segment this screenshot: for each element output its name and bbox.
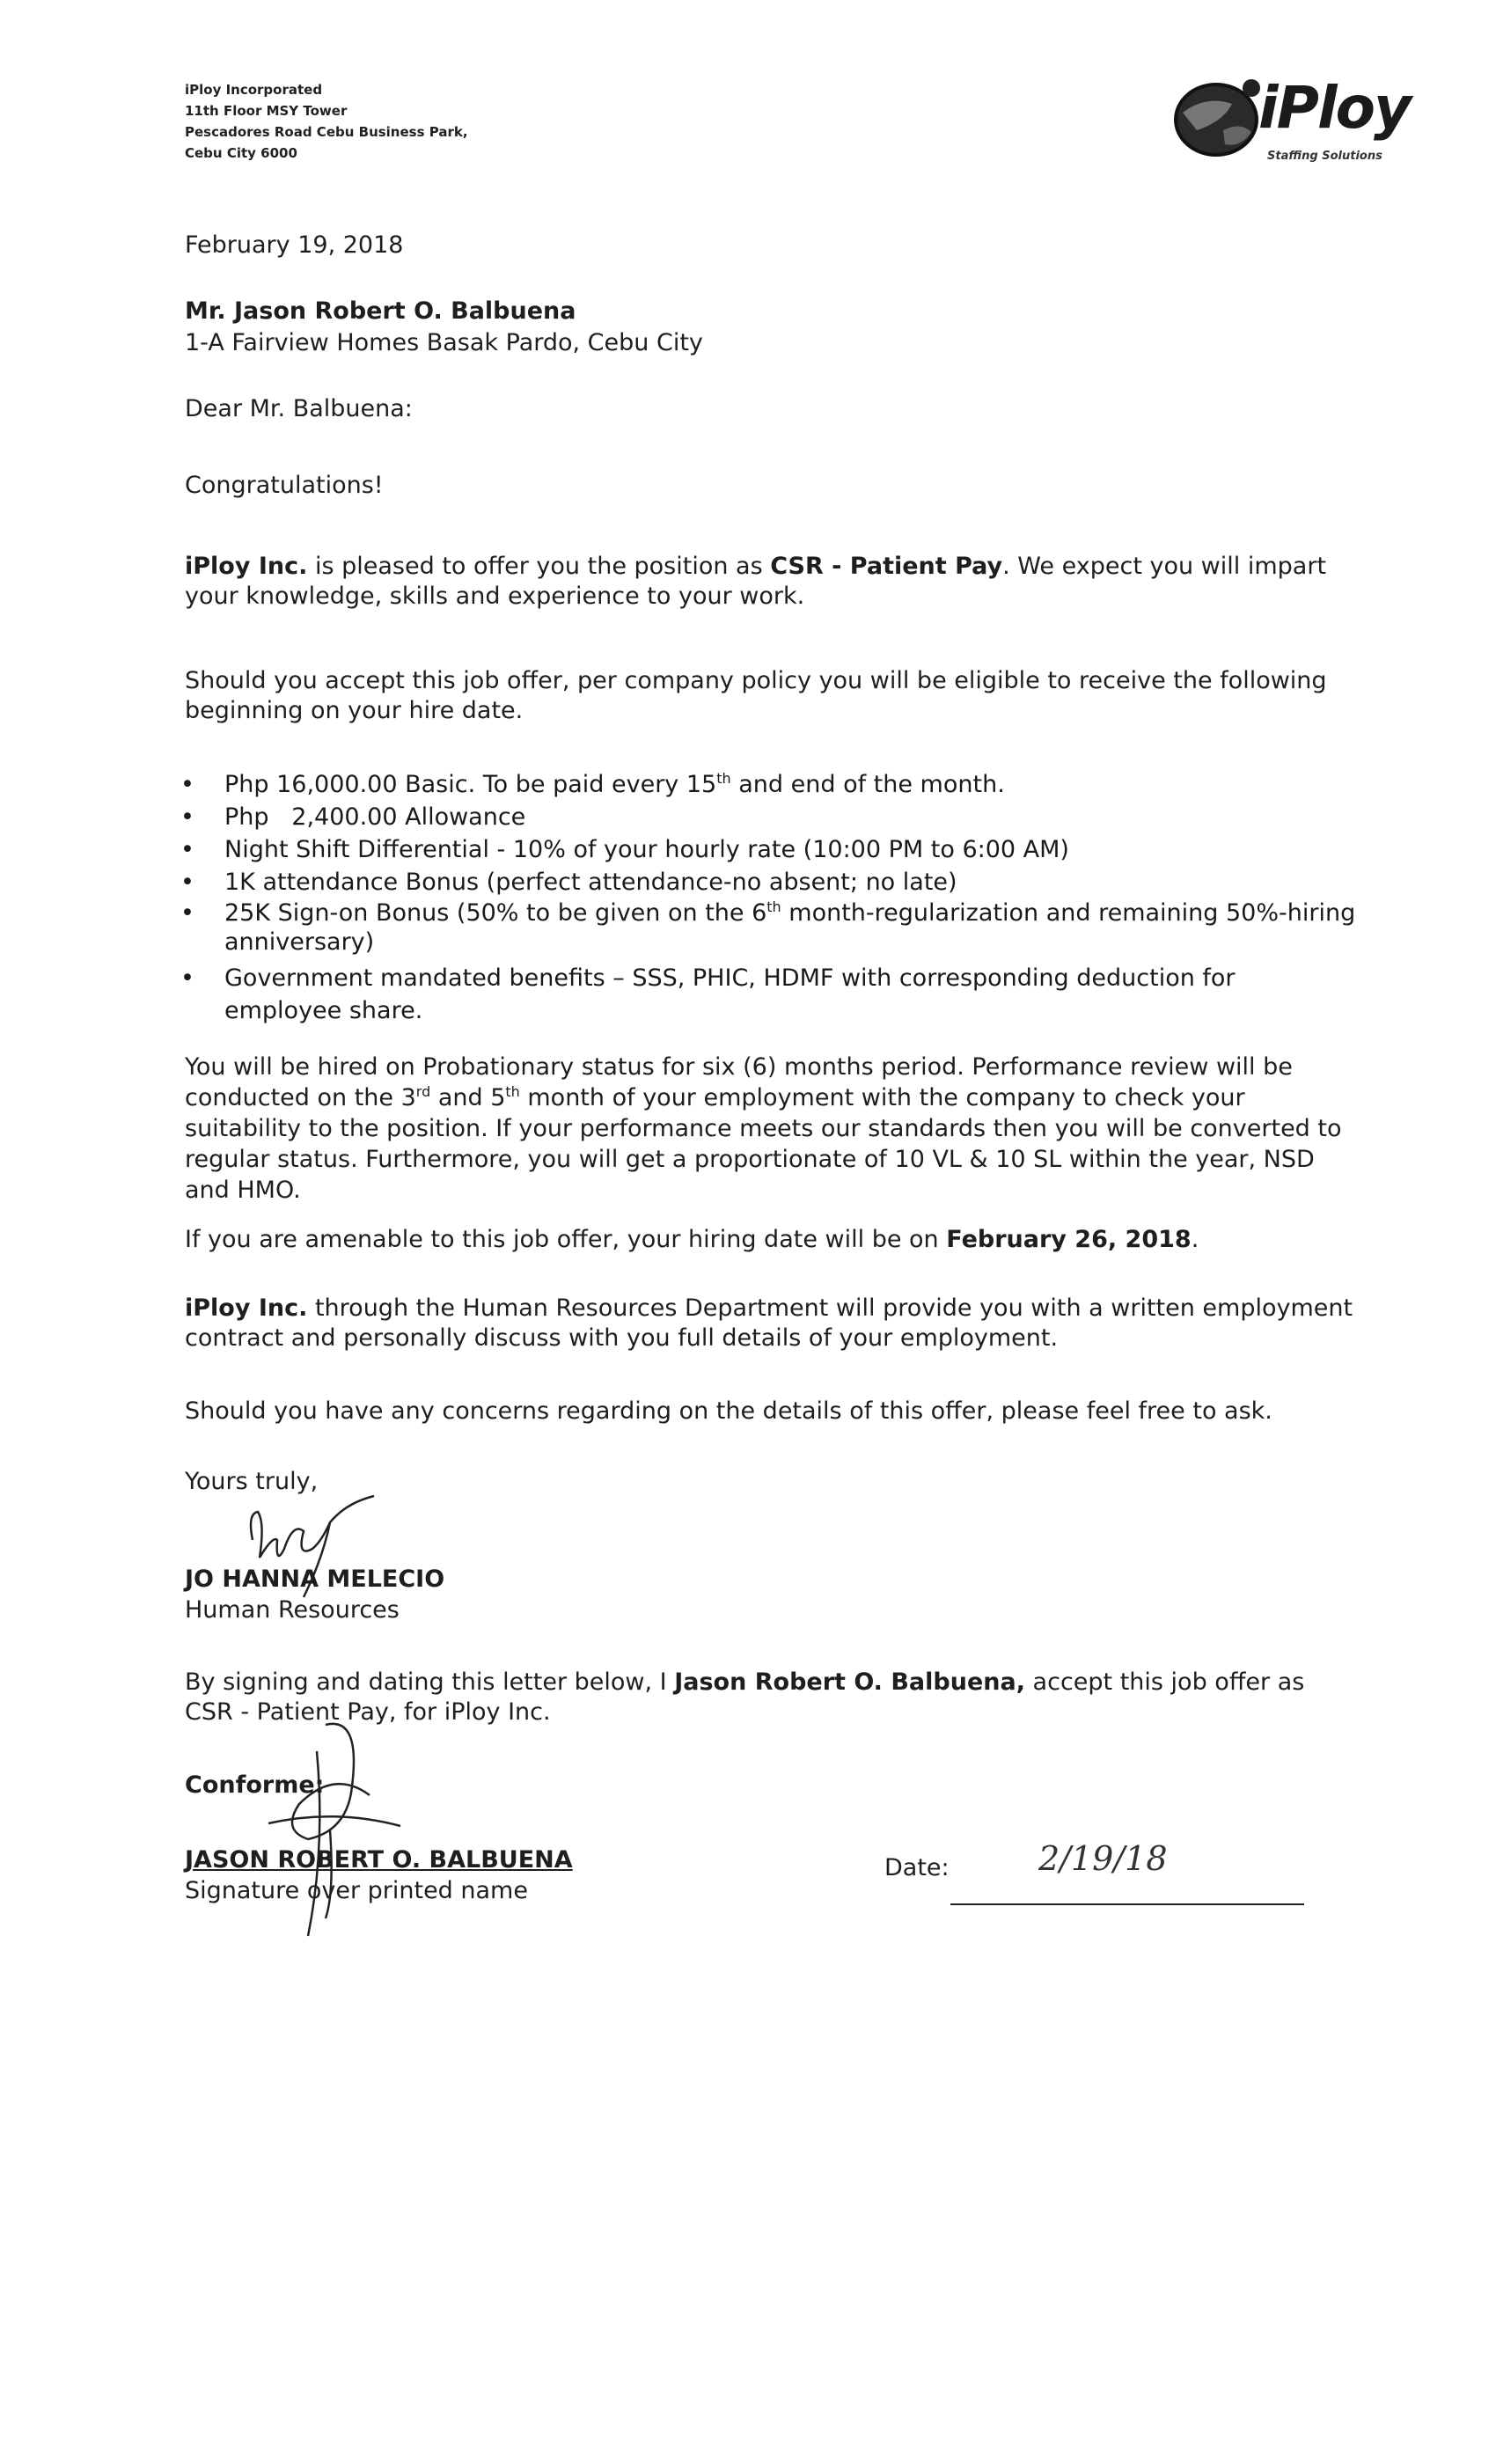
list-item: • Php 2,400.00 Allowance	[180, 801, 1360, 833]
list-item: • Php 16,000.00 Basic. To be paid every 15th and end of the month.	[180, 768, 1360, 801]
accept-name: Jason Robert O. Balbuena,	[674, 1668, 1025, 1696]
conforme-label: Conforme:	[185, 1771, 325, 1799]
logo-tagline: Staffing Solutions	[1267, 150, 1382, 163]
company-address-line1: 11th Floor MSY Tower	[185, 103, 348, 119]
date-signature-line	[950, 1903, 1304, 1905]
probation-paragraph: You will be hired on Probationary status for six (6) months period. Performance review will be conducted on the 3rd and 5th month of your employment with the company to check your suitability to the position. If your performance meets our standards then you will be converted to regular status. Furthermore, you will get a proportionate of 10 VL & 10 SL within the year, NSD and HMO.	[185, 1053, 1342, 1204]
hiring-date-paragraph: If you are amenable to this job offer, your hiring date will be on February 26, 2018.	[185, 1226, 1199, 1253]
company-ref: iPloy Inc.	[185, 553, 308, 580]
company-address-line3: Cebu City 6000	[185, 145, 297, 161]
closing: Yours truly,	[185, 1468, 319, 1495]
hiring-date: February 26, 2018	[946, 1226, 1192, 1253]
signature-caption: Signature over printed name	[185, 1877, 528, 1904]
signer-title: Human Resources	[185, 1596, 400, 1624]
acceptance-paragraph: By signing and dating this letter below, I Jason Robert O. Balbuena, accept this job offer as CSR - Patient Pay, for iPloy Inc.	[185, 1668, 1305, 1726]
date-label: Date:	[884, 1854, 950, 1881]
concerns-paragraph: Should you have any concerns regarding on the details of this offer, please feel free to ask.	[185, 1397, 1272, 1425]
company-address-line2: Pescadores Road Cebu Business Park,	[185, 124, 468, 140]
signer-name: JO HANNA MELECIO	[185, 1566, 445, 1593]
signature-jason	[264, 1716, 405, 1945]
handwritten-date: 2/19/18	[1038, 1839, 1168, 1878]
list-item: • Government mandated benefits – SSS, PHIC, HDMF with corresponding deduction for employee share.	[180, 962, 1360, 1027]
company-address-block	[185, 79, 468, 164]
logo-text: iPloy	[1258, 74, 1410, 142]
letter-date: February 19, 2018	[185, 231, 404, 259]
offer-paragraph: iPloy Inc. is pleased to offer you the position as CSR - Patient Pay. We expect you will impart your knowledge, skills and experience to your work.	[185, 553, 1327, 610]
position-title: CSR - Patient Pay	[770, 553, 1003, 580]
list-item: • Night Shift Differential - 10% of your hourly rate (10:00 PM to 6:00 AM)	[180, 833, 1360, 866]
company-logo	[1170, 69, 1426, 174]
company-name: iPloy Incorporated	[185, 82, 323, 98]
congratulations: Congratulations!	[185, 472, 384, 499]
list-item: • 25K Sign-on Bonus (50% to be given on the 6th month-regularization and remaining 50%-hiring anniversary)	[180, 898, 1360, 957]
contract-paragraph: iPloy Inc. through the Human Resources Department will provide you with a written employment contract and personally discuss with you full details of your employment.	[185, 1294, 1353, 1352]
employee-name: JASON ROBERT O. BALBUENA	[185, 1846, 573, 1874]
globe-icon	[1170, 69, 1267, 165]
recipient-address: 1-A Fairview Homes Basak Pardo, Cebu City	[185, 329, 703, 356]
eligibility-paragraph: Should you accept this job offer, per company policy you will be eligible to receive the following beginning on your hire date.	[185, 667, 1327, 724]
list-item: • 1K attendance Bonus (perfect attendance-no absent; no late)	[180, 866, 1360, 898]
salutation: Dear Mr. Balbuena:	[185, 395, 413, 422]
recipient-name: Mr. Jason Robert O. Balbuena	[185, 297, 576, 325]
benefits-list	[180, 768, 1360, 1027]
